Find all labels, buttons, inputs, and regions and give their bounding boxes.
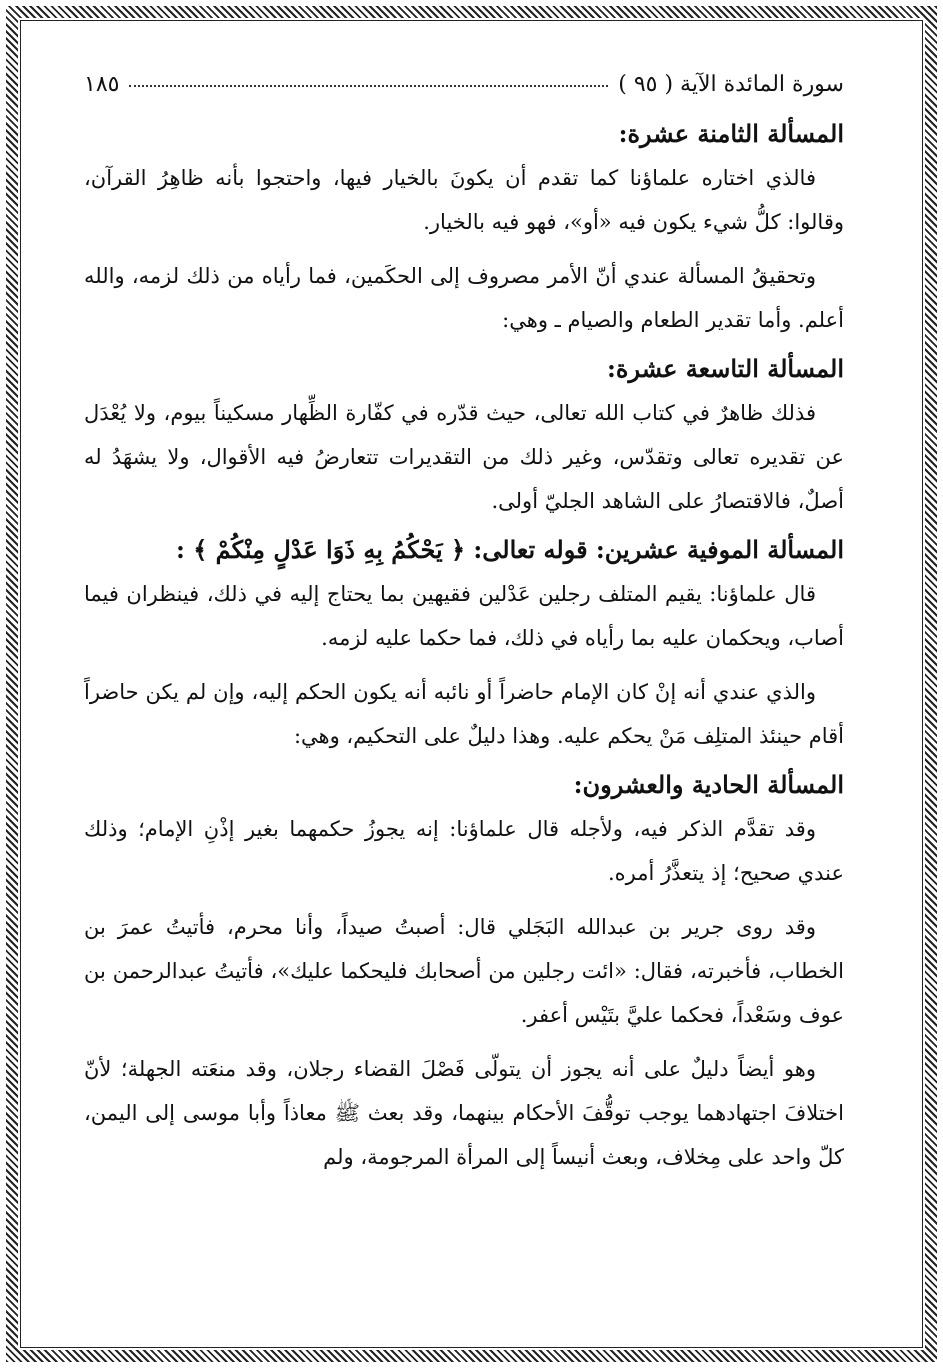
document-page — [84, 72, 844, 1189]
paragraph: وتحقيقُ المسألة عندي أنّ الأمر مصروف إلى الحكَمين، فما رأياه من ذلك لزمه، والله أعلم. وأما تقدير الطعام والصيام ـ وهي: — [84, 264, 844, 332]
page-number: ١٨٥ — [84, 72, 120, 97]
quran-verse: ﴿ يَحْكُمُ بِهِ ذَوَا عَدْلٍ مِنْكُمْ ﴾ : — [176, 535, 466, 564]
paragraph: وهو أيضاً دليلٌ على أنه يجوز أن يتولّى فَصْلَ القضاء رجلان، وقد منعَته الجهلة؛ لأنّ اختلافَ اجتهادهما يوجب توقُّفَ الأحكام بينهما، وقد بعث ﷺ معاذاً وأبا موسى إلى اليمن، كلّ واحد على مِخلاف، وبعث أنيساً إلى المرأة المرجومة، ولم — [84, 1057, 844, 1169]
paragraph: والذي عندي أنه إنْ كان الإمام حاضراً أو نائبه أنه يكون الحكم إليه، وإن لم يكن حاضراً أقام حينئذ المتلِف مَنْ يحكم عليه. وهذا دليلٌ على التحكيم، وهي: — [84, 680, 844, 748]
running-header — [84, 72, 844, 97]
section-18 — [84, 119, 844, 342]
paragraph: وقد روى جرير بن عبدالله البَجَلي قال: أصبتُ صيداً، وأنا محرم، فأتيتُ عمرَ بن الخطاب، فأخبرته، فقال: «ائت رجلين من أصحابك فليحكما عليك»، فأتيتُ عبدالرحمن بن عوف وسَعْداً، فحكما عليَّ بتَيْس أعفر. — [84, 915, 844, 1027]
section-heading-text: المسألة الموفية عشرين: قوله تعالى: — [473, 535, 844, 564]
section-heading: المسألة الحادية والعشرون: — [573, 770, 844, 799]
section-20 — [84, 535, 844, 758]
paragraph: قال علماؤنا: يقيم المتلف رجلين عَدْلين فقيهين بما يحتاج إليه في ذلك، فينظران فيما أصاب، ويحكمان عليه بما رأياه في ذلك، فما حكما عليه لزمه. — [84, 582, 844, 650]
section-heading: المسألة التاسعة عشرة: — [607, 354, 844, 383]
header-leader-dots — [129, 85, 608, 87]
section-heading — [84, 535, 844, 564]
paragraph: فذلك ظاهرٌ في كتاب الله تعالى، حيث قدّره في كفّارة الظِّهار مسكيناً بيوم، ولا يُعْدَل عن تقديره تعالى وتقدّس، وغير ذلك من التقديرات تتعارضُ فيه الأقوال، ولا يشهَدُ له أصلٌ، فالاقتصارُ على الشاهد الجليّ أولى. — [84, 401, 844, 513]
paragraph: فالذي اختاره علماؤنا كما تقدم أن يكونَ بالخيار فيها، واحتجوا بأنه ظاهِرُ القرآن، وقالوا: كلُّ شيء يكون فيه «أو»، فهو فيه بالخيار. — [84, 166, 844, 234]
section-heading: المسألة الثامنة عشرة: — [618, 119, 844, 148]
paragraph: وقد تقدَّم الذكر فيه، ولأجله قال علماؤنا: إنه يجوزُ حكمهما بغير إذْنِ الإمام؛ وذلك عندي صحيح؛ إذ يتعذَّرُ أمره. — [84, 817, 844, 885]
section-21 — [84, 770, 844, 1179]
section-19 — [84, 354, 844, 523]
header-title: سورة المائدة الآية ( ٩٥ ) — [618, 72, 844, 97]
